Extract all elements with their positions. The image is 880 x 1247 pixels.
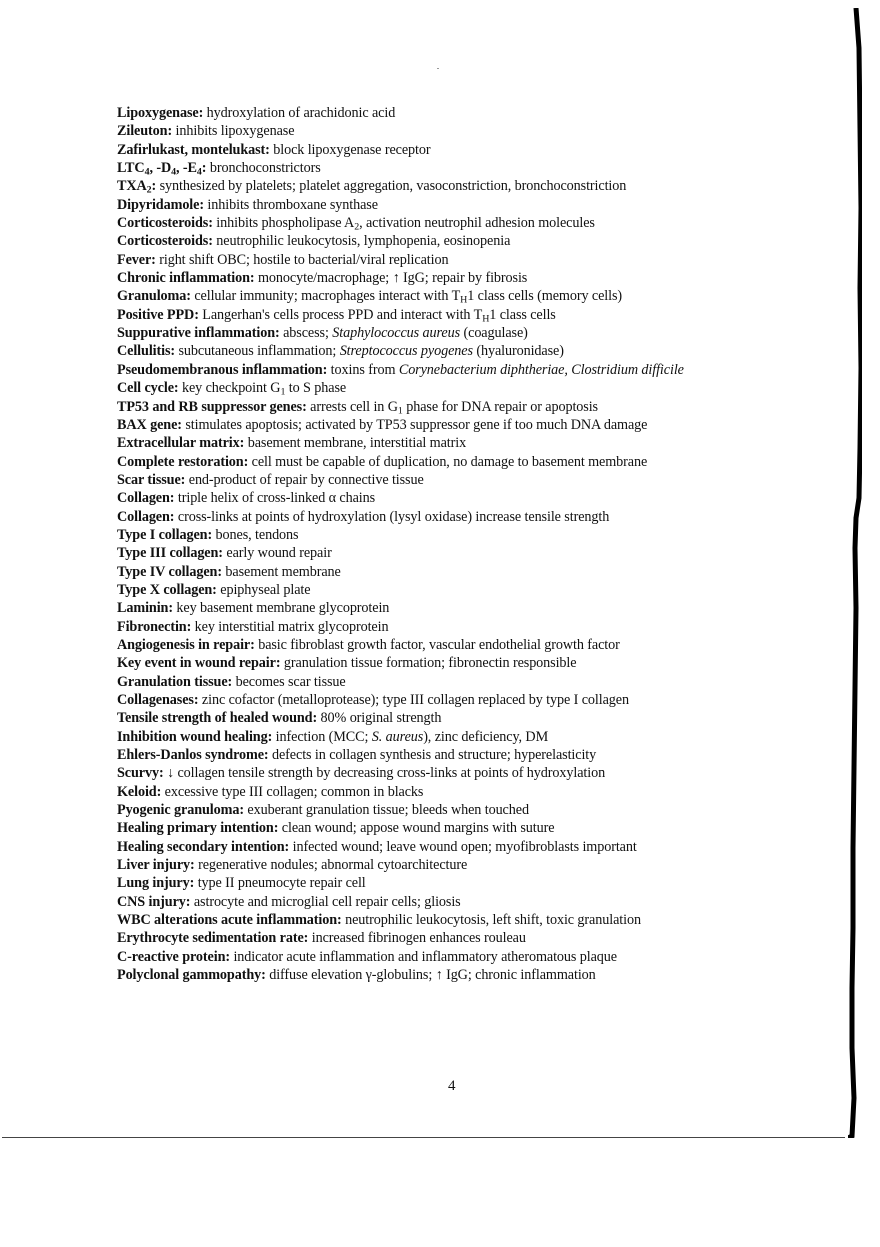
fact-line [117,416,797,434]
description-subscript: 2 [354,221,360,233]
fact-term: Erythrocyte sedimentation rate: [117,930,309,947]
fact-list [117,104,797,985]
fact-line [117,159,797,177]
fact-description: granulation tissue formation; fibronectin responsible [280,655,577,672]
fact-term: TP53 and RB suppressor genes: [117,398,307,415]
fact-term: Corticosteroids: [117,233,213,250]
fact-term [117,178,156,194]
fact-description: triple helix of cross-linked α chains [174,490,376,507]
fact-term: Zafirlukast, montelukast: [117,141,270,158]
fact-term: Type X collagen: [117,581,217,598]
fact-term: BAX gene: [117,416,182,433]
fact-line [117,398,797,416]
fact-term: Keloid: [117,783,162,800]
binding-edge [848,8,862,1138]
fact-term: Type III collagen: [117,545,223,562]
fact-description: ↓ collagen tensile strength by decreasing cross-links at points of hydroxylation [163,765,606,782]
description-text: , activation neutrophil adhesion molecules [359,215,595,232]
fact-term: Healing secondary intention: [117,838,290,855]
fact-term: Fever: [117,251,156,268]
fact-line [117,581,797,599]
fact-line [117,893,797,911]
fact-term: Extracellular matrix: [117,435,245,452]
fact-description: neutrophilic leukocytosis, lymphopenia, eosinopenia [212,233,511,250]
fact-description: astrocyte and microglial cell repair cells; gliosis [190,893,461,910]
fact-line [117,434,797,452]
fact-line [117,342,797,360]
fact-description: key interstitial matrix glycoprotein [191,618,389,635]
fact-description: inhibits lipoxygenase [172,123,295,140]
fact-description: basic fibroblast growth factor, vascular endothelial growth factor [254,636,620,653]
fact-description: 80% original strength [317,710,442,727]
fact-line [117,728,797,746]
fact-line [117,508,797,526]
term-subscript: 4 [196,166,202,178]
fact-description: neutrophilic leukocytosis, left shift, toxic granulation [341,912,641,929]
fact-line [117,232,797,250]
fact-term: Inhibition wound healing: [117,728,273,745]
fact-description-tail: ), zinc deficiency, DM [423,728,549,745]
description-text: to S phase [285,380,347,397]
term-subscript: 4 [144,166,150,178]
fact-description: increased fibrinogen enhances rouleau [308,930,526,947]
fact-term: Lung injury: [117,875,195,892]
fact-line [117,489,797,507]
fact-line [117,251,797,269]
fact-description: epiphyseal plate [216,581,311,598]
fact-description-tail: (coagulase) [460,325,528,342]
fact-line [117,636,797,654]
description-text: 1 class cells [489,306,556,323]
fact-description: abscess; [279,325,333,342]
description-text: key checkpoint G [178,380,281,397]
fact-description: right shift OBC; hostile to bacterial/viral replication [155,251,449,268]
fact-term: Collagen: [117,508,175,525]
fact-term: Type I collagen: [117,526,213,543]
description-text: arrests cell in G [306,398,398,415]
fact-line [117,948,797,966]
fact-description: bones, tendons [212,526,299,543]
fact-term: CNS injury: [117,893,191,910]
fact-line [117,929,797,947]
fact-term: C-reactive protein: [117,948,231,965]
fact-line [117,544,797,562]
fact-line [117,177,797,195]
term-text: TXA [117,178,147,195]
fact-description: block lipoxygenase receptor [269,141,431,158]
fact-description: stimulates apoptosis; activated by TP53 suppressor gene if too much DNA damage [181,416,648,433]
page-number: 4 [448,1078,456,1094]
fact-line [117,269,797,287]
fact-description: exuberant granulation tissue; bleeds when touched [243,802,529,819]
description-subscript: 1 [397,404,403,416]
term-text: , -E [176,160,197,177]
fact-term: Polyclonal gammopathy: [117,967,266,984]
fact-description: monocyte/macrophage; ↑ IgG; repair by fibrosis [254,270,528,287]
fact-description: type II pneumocyte repair cell [194,875,366,892]
term-text: , -D [149,160,172,177]
fact-term: Scar tissue: [117,471,186,488]
description-text: 1 class cells (memory cells) [467,288,623,305]
fact-line [117,526,797,544]
fact-description: excessive type III collagen; common in blacks [161,783,424,800]
organism-name: Corynebacterium diphtheriae, Clostridium difficile [398,361,684,378]
organism-name: S. aureus [371,728,424,745]
description-text: cellular immunity; macrophages interact with T [190,288,461,305]
description-subscript: H [460,294,468,306]
fact-line [117,287,797,305]
fact-description: bronchoconstrictors [206,160,321,177]
bottom-rule [2,1137,845,1138]
fact-line [117,563,797,581]
fact-description: zinc cofactor (metalloprotease); type III collagen replaced by type I collagen [198,692,629,708]
fact-description: cell must be capable of duplication, no damage to basement membrane [248,453,648,470]
fact-line [117,764,797,782]
fact-term: Pseudomembranous inflammation: [117,361,328,378]
organism-name: Streptococcus pyogenes [339,343,473,360]
fact-term: Suppurative inflammation: [117,325,280,342]
fact-line [117,196,797,214]
organism-name: Staphylococcus aureus [332,325,461,342]
fact-term: Angiogenesis in repair: [117,636,255,653]
fact-description-tail: (hyaluronidase) [472,343,564,360]
fact-description: subcutaneous inflammation; [175,343,340,360]
fact-term: Cell cycle: [117,380,179,397]
fact-term: Tensile strength of healed wound: [117,710,318,727]
fact-description: diffuse elevation γ-globulins; ↑ IgG; chronic inflammation [265,967,596,984]
fact-description: hydroxylation of arachidonic acid [203,105,396,121]
fact-description: basement membrane [221,563,341,580]
fact-term: Granuloma: [117,288,191,305]
fact-term: Type IV collagen: [117,563,222,580]
description-text: inhibits phospholipase A [212,215,355,232]
fact-line [117,874,797,892]
fact-term: Scurvy: [117,765,164,782]
fact-line [117,122,797,140]
fact-line [117,673,797,691]
fact-description: infected wound; leave wound open; myofibroblasts important [289,838,637,855]
fact-term: Healing primary intention: [117,820,279,837]
fact-line [117,453,797,471]
fact-line [117,599,797,617]
fact-line [117,783,797,801]
fact-term [117,160,206,176]
fact-line [117,801,797,819]
description-subscript: 1 [280,386,286,398]
fact-description: toxins from [327,361,399,378]
fact-term: Pyogenic granuloma: [117,802,244,819]
term-text: LTC [117,160,145,177]
fact-line [117,966,797,984]
fact-term: Lipoxygenase: [117,105,204,121]
fact-line [117,618,797,636]
fact-term: Collagen: [117,490,175,507]
fact-line [117,856,797,874]
description-text: phase for DNA repair or apoptosis [402,398,598,415]
fact-term: Granulation tissue: [117,673,233,690]
fact-line [117,691,797,709]
fact-description: becomes scar tissue [232,673,346,690]
fact-line [117,471,797,489]
fact-description: key basement membrane glycoprotein [172,600,390,617]
description-subscript: H [482,313,490,325]
fact-term: Dipyridamole: [117,196,204,213]
fact-description: end-product of repair by connective tissue [185,471,424,488]
term-text: : [201,160,207,177]
fact-term: Positive PPD: [117,306,199,323]
term-subscript: 2 [146,184,152,196]
fact-description: regenerative nodules; abnormal cytoarchitecture [194,857,468,874]
fact-line [117,324,797,342]
fact-line [117,214,797,232]
fact-description: basement membrane, interstitial matrix [244,435,467,452]
fact-term: Ehlers-Danlos syndrome: [117,747,269,764]
term-text: : [151,178,157,195]
fact-term: Liver injury: [117,857,195,874]
fact-term: Key event in wound repair: [117,655,281,672]
fact-line [117,306,797,324]
fact-description: infection (MCC; [272,728,372,745]
fact-line [117,104,797,122]
fact-line [117,911,797,929]
fact-description: cross-links at points of hydroxylation (lysyl oxidase) increase tensile strength [174,508,610,525]
fact-term: Chronic inflammation: [117,270,255,287]
fact-description: inhibits thromboxane synthase [203,196,378,213]
fact-term: Fibronectin: [117,618,192,635]
term-subscript: 4 [171,166,176,178]
fact-description: early wound repair [222,545,332,562]
fact-line [117,361,797,379]
fact-line [117,379,797,397]
fact-term: Laminin: [117,600,173,617]
fact-line [117,654,797,672]
fact-term: Complete restoration: [117,453,249,470]
description-text: Langerhan's cells process PPD and interact with T [198,306,483,323]
fact-term: Corticosteroids: [117,215,213,232]
fact-description: clean wound; appose wound margins with suture [278,820,555,837]
fact-term: Cellulitis: [117,343,176,360]
fact-term: Collagenases: [117,692,199,708]
fact-line [117,838,797,856]
fact-description: defects in collagen synthesis and structure; hyperelasticity [268,747,597,764]
fact-term: WBC alterations acute inflammation: [117,912,342,929]
fact-description: indicator acute inflammation and inflammatory atheromatous plaque [230,948,617,965]
scan-speck [437,68,439,69]
fact-line [117,746,797,764]
fact-term: Zileuton: [117,123,173,140]
fact-line [117,709,797,727]
fact-line [117,141,797,159]
fact-description: synthesized by platelets; platelet aggregation, vasoconstriction, bronchoconstriction [156,178,627,195]
fact-line [117,819,797,837]
